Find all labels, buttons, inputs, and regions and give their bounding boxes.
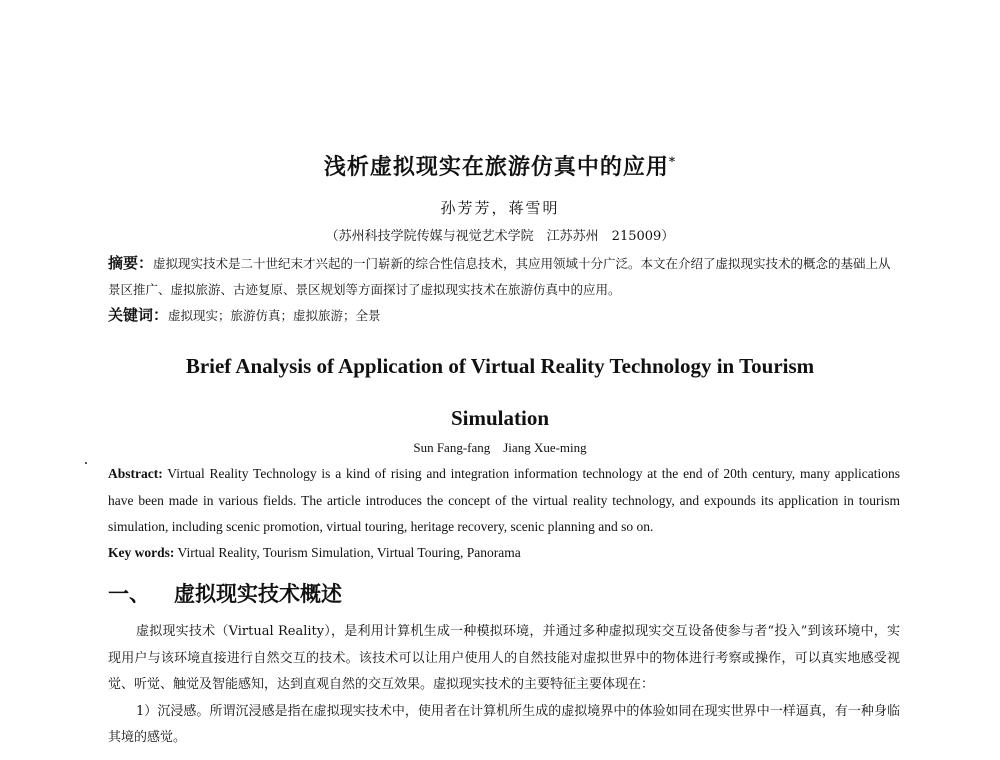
english-abstract [108, 461, 900, 541]
english-keywords-label: Key words: [108, 545, 175, 560]
english-keywords-text: Virtual Reality, Tourism Simulation, Virtual Touring, Panorama [177, 545, 521, 560]
section-heading [108, 578, 342, 608]
section-number: 一、 [108, 582, 150, 606]
english-title-line-2: Simulation [450, 406, 550, 430]
body-paragraph-1: 虚拟现实技术（Virtual Reality），是利用计算机生成一种模拟环境，并通过多种虚拟现实交互设备使参与者“投入”到该环境中，实现用户与该环境直接进行自然交互的技术。该技术可以让用户使用人的自然技能对虚拟世界中的物体进行考察或操作，可以真实地感受视觉、听觉、触觉及智能感知，达到直观自然的交互效果。虚拟现实技术的主要特征主要体现在： [108, 624, 900, 692]
section-title: 虚拟现实技术概述 [174, 582, 342, 606]
chinese-title: 浅析虚拟现实在旅游仿真中的应用* [323, 154, 677, 180]
chinese-abstract [108, 250, 900, 303]
english-keywords [108, 541, 900, 565]
body-text [108, 619, 900, 752]
english-abstract-label: Abstract: [108, 466, 163, 481]
english-authors: Sun Fang-fang Jiang Xue-ming [413, 440, 587, 455]
chinese-affiliation: （苏州科技学院传媒与视觉艺术学院 江苏苏州 215009） [325, 229, 675, 244]
english-abstract-text: Virtual Reality Technology is a kind of rising and integration information technology at the end of 20th century, many applications have been made in various fields. The article introduces the concept of the virtual reality technology, and expounds its application in tourism simulation, including scenic promotion, virtual touring, heritage recovery, scenic planning and so on. [108, 466, 900, 534]
chinese-keywords-text: 虚拟现实；旅游仿真；虚拟旅游；全景 [168, 308, 381, 323]
chinese-keywords-label: 关键词： [108, 306, 169, 324]
scan-speck [85, 462, 87, 464]
english-title-line-1: Brief Analysis of Application of Virtual Reality Technology in Tourism [185, 354, 815, 378]
body-paragraph-2: 1）沉浸感。所谓沉浸感是指在虚拟现实技术中，使用者在计算机所生成的虚拟境界中的体验如同在现实世界中一样逼真，有一种身临其境的感觉。 [108, 703, 900, 745]
chinese-authors: 孙芳芳，蒋雪明 [440, 199, 560, 217]
chinese-keywords [108, 303, 900, 328]
english-title [0, 340, 1000, 444]
chinese-abstract-text: 虚拟现实技术是二十世纪末才兴起的一门崭新的综合性信息技术，其应用领域十分广泛。本文在介绍了虚拟现实技术的概念的基础上从景区推广、虚拟旅游、古迹复原、景区规划等方面探讨了虚拟现实技术在旅游仿真中的应用。 [108, 256, 891, 297]
title-footnote-mark: * [668, 154, 677, 169]
chinese-abstract-label: 摘要： [108, 254, 154, 272]
